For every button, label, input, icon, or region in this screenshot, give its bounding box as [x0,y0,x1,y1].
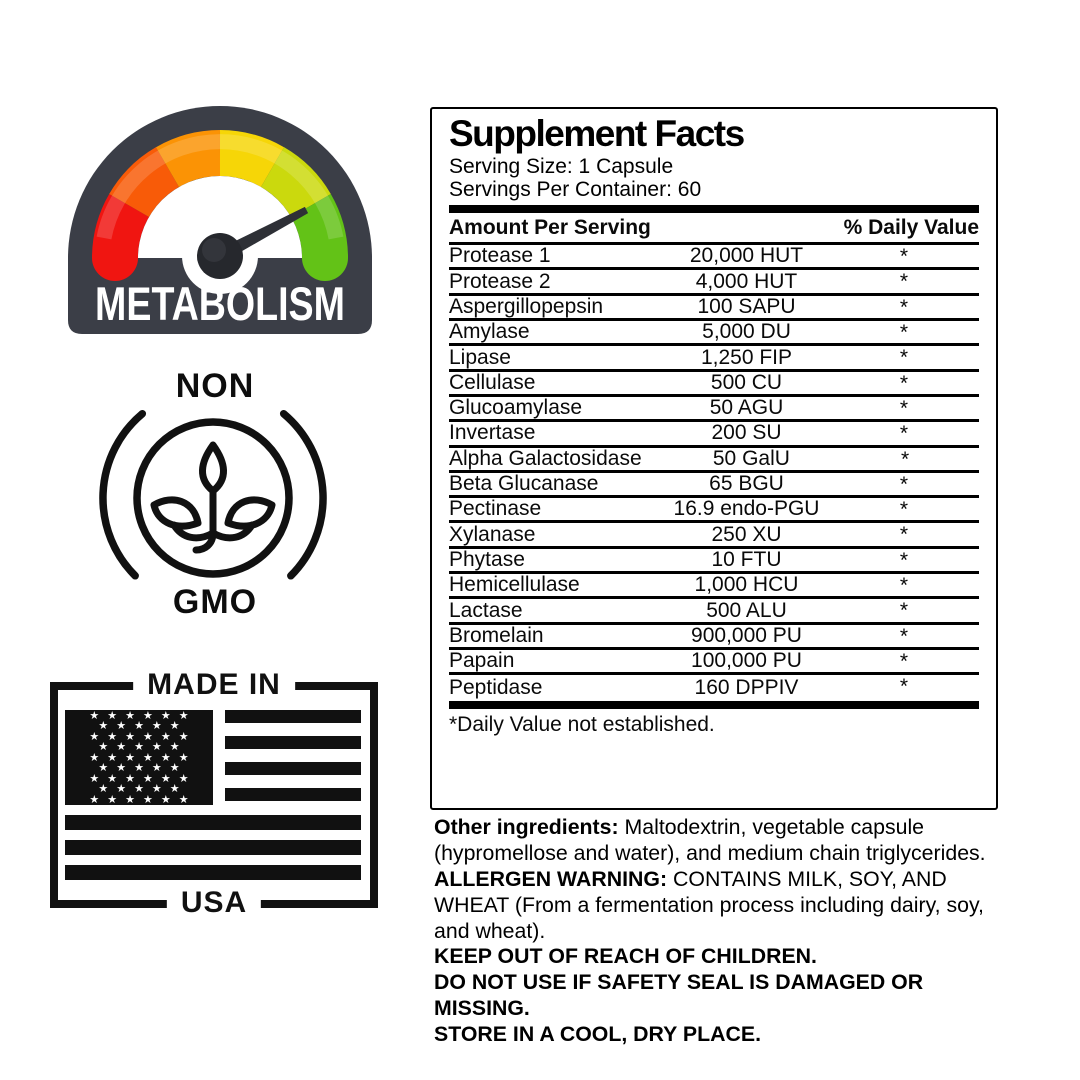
ingredient-amount: 200 SU [711,421,782,445]
ingredient-amount: 65 BGU [709,472,784,496]
ingredient-dv: * [899,472,909,496]
ingredient-dv: * [899,649,909,673]
flag-stars-row: ★★★★★ [98,741,188,753]
table-row [449,448,979,473]
ingredient-name: Aspergillopepsin [449,294,604,318]
table-row [449,650,979,675]
ingredient-amount: 900,000 PU [691,623,802,647]
table-row [449,296,979,321]
ingredient-dv: * [899,346,909,370]
ingredient-name: Amylase [449,320,530,344]
flag-stripe [225,762,361,775]
flag-stripe [225,736,361,749]
ingredient-name: Invertase [449,421,536,445]
flag-stars-row: ★★★★★★ [89,793,197,805]
ingredient-dv: * [899,245,909,269]
table-row [449,498,979,523]
ingredient-name: Alpha Galactosidase [449,446,642,470]
flag-stars-row: ★★★★★★ [89,772,197,785]
ingredient-dv: * [899,523,909,547]
us-flag-icon [65,710,361,880]
flag-stripe [225,710,361,723]
ingredient-amount: 1,250 FIP [700,345,793,369]
ingredient-dv: * [900,447,910,471]
divider-thick [449,701,979,709]
ingredient-dv: * [899,574,909,598]
ingredient-name: Protease 1 [449,244,551,268]
supplement-facts-panel [430,107,998,810]
made-in-usa-badge [48,668,380,920]
col-daily-value: % Daily Value [843,215,979,239]
non-gmo-badge [85,365,345,635]
flag-stripe [65,865,361,880]
ingredient-amount: 50 AGU [709,396,784,420]
flag-canton [65,710,213,805]
warning-line: DO NOT USE IF SAFETY SEAL IS DAMAGED OR MISSING. [434,970,924,1021]
ingredient-dv: * [899,295,909,319]
flag-stars-row: ★★★★★★ [89,730,197,743]
ingredient-amount: 500 CU [710,370,783,394]
ingredient-name: Lipase [449,345,511,369]
ingredient-dv: * [899,396,909,420]
ingredient-name: Protease 2 [449,269,551,293]
flag-stars-row: ★★★★★★ [89,751,197,764]
table-header [449,213,979,242]
table-row [449,422,979,447]
table-row [449,549,979,574]
ingredient-name: Hemicellulase [449,573,580,597]
ingredient-name: Phytase [449,547,525,571]
ingredient-name: Xylanase [449,522,536,546]
ingredient-amount: 100,000 PU [691,649,802,673]
ingredient-name: Pectinase [449,497,542,521]
warning-line: ALLERGEN WARNING: CONTAINS MILK, SOY, AND WHEAT (From a fermentation process including dairy, soy, and wheat). [434,866,984,943]
ingredient-name: Papain [449,649,515,673]
ingredient-amount: 10 FTU [711,547,782,571]
table-row [449,270,979,295]
table-row [449,346,979,371]
flag-stars-row: ★★★★★★ [89,710,197,722]
usa-label: USA [167,886,261,920]
ingredient-amount: 1,000 HCU [694,573,799,597]
ingredient-dv: * [899,599,909,623]
warning-line: STORE IN A COOL, DRY PLACE. [434,1022,761,1046]
ingredient-amount: 250 XU [711,522,782,546]
ingredient-dv: * [899,371,909,395]
table-row [449,245,979,270]
table-row [449,372,979,397]
table-row [449,675,979,700]
ingredient-amount: 16.9 endo-PGU [673,497,820,521]
table-row [449,625,979,650]
ingredient-name: Bromelain [449,623,544,647]
ingredient-dv: * [899,422,909,446]
servings-per-container: Servings Per Container: 60 [449,177,702,201]
ingredient-amount: 5,000 DU [702,320,791,344]
ingredient-amount: 4,000 HUT [695,269,798,293]
ingredient-amount: 50 GalU [712,446,790,470]
table-row [449,574,979,599]
table-row [449,321,979,346]
ingredient-dv: * [899,675,909,699]
ingredient-dv: * [899,270,909,294]
ingredient-name: Glucoamylase [449,396,583,420]
dv-footnote: *Daily Value not established. [449,712,715,736]
serving-size: Serving Size: 1 Capsule [449,154,674,178]
ingredient-amount: 20,000 HUT [689,244,804,268]
ingredient-dv: * [899,548,909,572]
ingredient-dv: * [899,321,909,345]
ingredient-name: Lactase [449,598,523,622]
ingredient-amount: 160 DPPIV [694,675,799,699]
panel-title: Supplement Facts [449,113,744,154]
flag-stars-row: ★★★★★ [98,783,188,795]
gauge-label: METABOLISM [95,278,345,332]
speedometer-icon [60,98,380,340]
ingredient-table [449,245,979,700]
flag-stars-row: ★★★★★ [98,720,188,732]
flag-stripe [65,815,361,830]
gmo-label: GMO [172,583,258,621]
ingredient-dv: * [899,498,909,522]
warnings-block [434,815,990,1048]
warning-line: KEEP OUT OF REACH OF CHILDREN. [434,944,817,969]
flag-stars-row: ★★★★★ [98,762,188,774]
ingredient-amount: 100 SAPU [697,294,796,318]
ingredient-amount: 500 ALU [706,598,787,622]
ingredient-name: Cellulase [449,370,536,394]
col-amount-per-serving: Amount Per Serving [449,215,651,239]
flag-stripe [225,788,361,801]
made-in-label: MADE IN [133,668,295,702]
ingredient-name: Beta Glucanase [449,472,599,496]
non-label: NON [175,367,255,405]
metabolism-gauge-badge [60,98,380,340]
ingredient-dv: * [899,624,909,648]
table-row [449,599,979,624]
table-row [449,473,979,498]
warning-line: Other ingredients: Maltodextrin, vegetable capsule (hypromellose and water), and medium chain triglycerides. [434,815,986,865]
table-row [449,397,979,422]
flag-stripe [65,840,361,855]
table-row [449,523,979,548]
divider-thick [449,205,979,213]
ingredient-name: Peptidase [449,675,543,699]
